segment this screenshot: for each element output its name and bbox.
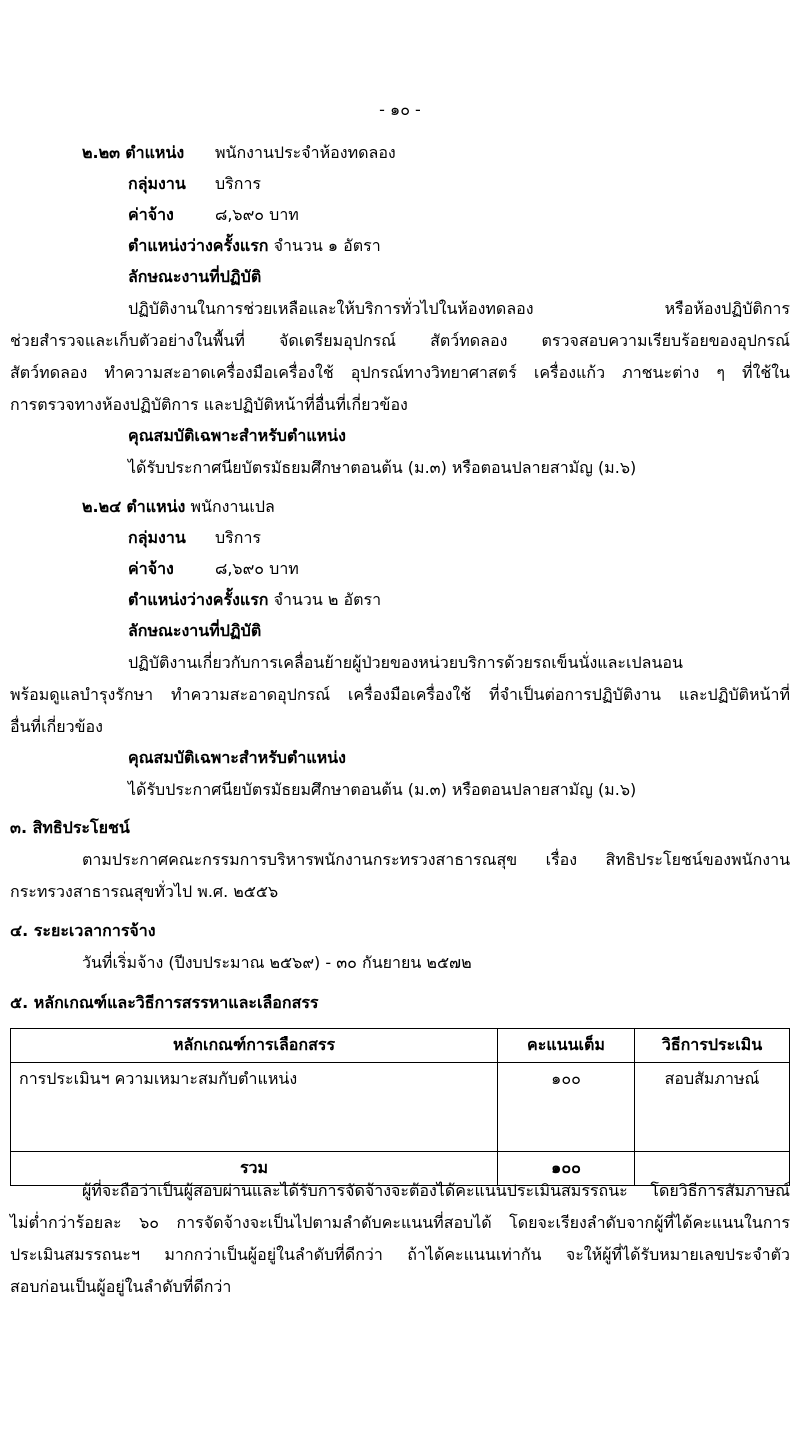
position-number: ๒.๒๔: [82, 497, 122, 516]
duties-label: ลักษณะงานที่ปฏิบัติ: [128, 621, 262, 640]
qualification-value: ได้รับประกาศนียบัตรมัธยมศึกษาตอนต้น (ม.๓) หรือตอนปลายสามัญ (ม.๖): [128, 780, 637, 799]
duties-text-line: สัตว์ทดลอง ทำความสะอาดเครื่องมือเครื่องใช้ อุปกรณ์ทางวิทยาศาสตร์ เครื่องแก้ว ภาชนะต่าง ๆ ที่ใช้ใน: [10, 363, 790, 382]
table-cell: สอบสัมภาษณ์: [635, 1063, 790, 1152]
duties-label: ลักษณะงานที่ปฏิบัติ: [128, 267, 262, 286]
group-value: บริการ: [215, 174, 262, 193]
table-cell: ๑๐๐: [498, 1063, 635, 1152]
group-value: บริการ: [215, 528, 262, 547]
table-header: คะแนนเต็ม: [498, 1029, 635, 1063]
wage-value: ๘,๖๙๐ บาท: [215, 205, 299, 224]
qualification-label: คุณสมบัติเฉพาะสำหรับตำแหน่ง: [128, 748, 346, 767]
section-4-text: วันที่เริ่มจ้าง (ปีงบประมาณ ๒๕๖๙) - ๓๐ กันยายน ๒๕๗๒: [82, 953, 472, 972]
vacancy-value: จำนวน ๒ อัตรา: [273, 590, 382, 609]
section-3-heading: ๓. สิทธิประโยชน์: [10, 818, 130, 837]
group-label: กลุ่มงาน: [128, 528, 186, 547]
vacancy-label: ตำแหน่งว่างครั้งแรก: [128, 590, 269, 609]
duties-text-line: พร้อมดูแลบำรุงรักษา ทำความสะอาดอุปกรณ์ เครื่องมือเครื่องใช้ ที่จำเป็นต่อการปฏิบัติงาน และปฏิบัติหน้าที่: [10, 685, 790, 704]
criteria-table: [10, 1028, 790, 1186]
duties-text-line: อื่นที่เกี่ยวข้อง: [10, 717, 103, 736]
wage-value: ๘,๖๙๐ บาท: [215, 559, 299, 578]
section-4-heading: ๔. ระยะเวลาการจ้าง: [10, 921, 156, 940]
vacancy-line: [128, 589, 381, 611]
position-number: ๒.๒๓: [82, 143, 121, 162]
table-row: [11, 1063, 790, 1152]
page-number: - ๑๐ -: [379, 100, 421, 119]
section-5-text-line: ไม่ต่ำกว่าร้อยละ ๖๐ การจัดจ้างจะเป็นไปตามลำดับคะแนนที่สอบได้ โดยจะเรียงลำดับจากผู้ที่ได้คะแนนในการ: [10, 1213, 790, 1232]
wage-label: ค่าจ้าง: [128, 559, 174, 578]
section-5-text-line: สอบก่อนเป็นผู้อยู่ในลำดับที่ดีกว่า: [10, 1277, 232, 1296]
wage-label: ค่าจ้าง: [128, 205, 174, 224]
position-title: พนักงานเปล: [190, 497, 275, 516]
duties-text-line: การตรวจทางห้องปฏิบัติการ และปฏิบัติหน้าที่อื่นที่เกี่ยวข้อง: [10, 395, 408, 414]
section-3-text-line: กระทรวงสาธารณสุขทั่วไป พ.ศ. ๒๕๕๖: [10, 882, 279, 901]
section-3-text-line: ตามประกาศคณะกรรมการบริหารพนักงานกระทรวงสาธารณสุข เรื่อง สิทธิประโยชน์ของพนักงาน: [82, 850, 790, 869]
position-label: ตำแหน่ง: [125, 143, 185, 162]
position-title: พนักงานประจำห้องทดลอง: [215, 143, 396, 162]
table-total-label: รวม: [11, 1152, 498, 1186]
table-header: วิธีการประเมิน: [635, 1029, 790, 1063]
duties-text-line: ช่วยสำรวจและเก็บตัวอย่างในพื้นที่ จัดเตรียมอุปกรณ์ สัตว์ทดลอง ตรวจสอบความเรียบร้อยของอุปกรณ์: [10, 331, 790, 350]
qualification-label: คุณสมบัติเฉพาะสำหรับตำแหน่ง: [128, 426, 346, 445]
table-header: หลักเกณฑ์การเลือกสรร: [11, 1029, 498, 1063]
table-cell: การประเมินฯ ความเหมาะสมกับตำแหน่ง: [11, 1063, 498, 1152]
section-5-heading: ๕. หลักเกณฑ์และวิธีการสรรหาและเลือกสรร: [10, 993, 319, 1012]
position-heading-2-24: [82, 496, 275, 518]
table-header-row: [11, 1029, 790, 1063]
position-label: ตำแหน่ง: [126, 497, 186, 516]
vacancy-label: ตำแหน่งว่างครั้งแรก: [128, 236, 269, 255]
section-5-text-line: ประเมินสมรรถนะฯ มากกว่าเป็นผู้อยู่ในลำดับที่ดีกว่า ถ้าได้คะแนนเท่ากัน จะให้ผู้ที่ได้รับหมายเลขประจำตัว: [10, 1245, 790, 1264]
duties-text-line: ปฏิบัติงานเกี่ยวกับการเคลื่อนย้ายผู้ป่วยของหน่วยบริการด้วยรถเข็นนั่งและเปลนอน: [128, 653, 683, 672]
position-heading-2-23: [82, 142, 184, 164]
vacancy-line: [128, 235, 381, 257]
table-total-value: ๑๐๐: [498, 1152, 635, 1186]
qualification-value: ได้รับประกาศนียบัตรมัธยมศึกษาตอนต้น (ม.๓) หรือตอนปลายสามัญ (ม.๖): [128, 458, 637, 477]
vacancy-value: จำนวน ๑ อัตรา: [273, 236, 381, 255]
group-label: กลุ่มงาน: [128, 174, 186, 193]
section-5-text-line: ผู้ที่จะถือว่าเป็นผู้สอบผ่านและได้รับการจัดจ้างจะต้องได้คะแนนประเมินสมรรถนะ โดยวิธีการสัมภาษณ์: [82, 1181, 790, 1200]
duties-text-line: ปฏิบัติงานในการช่วยเหลือและให้บริการทั่วไปในห้องทดลอง หรือห้องปฏิบัติการ: [128, 299, 790, 318]
